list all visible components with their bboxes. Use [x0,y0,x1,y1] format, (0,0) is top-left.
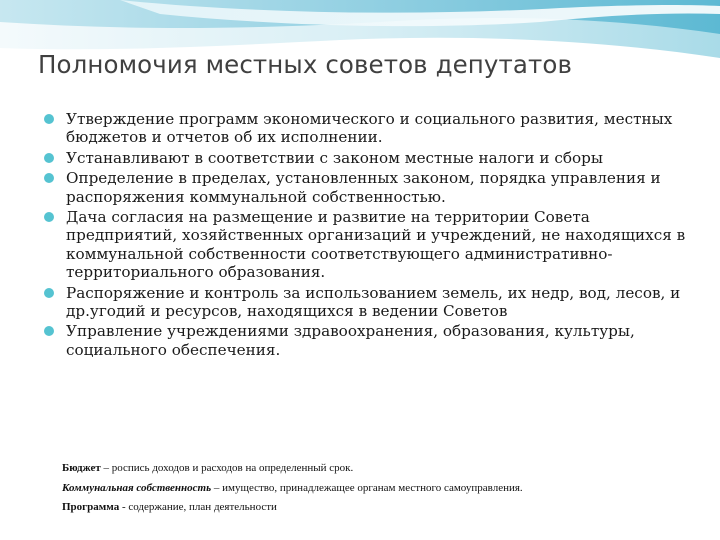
footnote-budget [62,459,702,479]
bullet-text: Распоряжение и контроль за использованием земель, их недр, вод, лесов, и др.угодий и ресурсов, находящихся в ведении Советов [66,283,681,321]
bullet-dot-icon [44,114,54,124]
bullet-text: Определение в пределах, установленных законом, порядка управления и распоряжения коммунальной собственностью. [66,169,661,206]
bullet-dot-icon [44,326,54,336]
footnote-definition: - содержание, план деятельности [119,501,277,513]
footnote-definition: – роспись доходов и расходов на определенный срок. [100,462,354,474]
bullet-item [44,208,694,282]
bullet-dot-icon [44,288,54,298]
bullet-text: Управление учреждениями здравоохранения, образования, культуры, социального обеспечения. [66,322,635,359]
bullet-text: Утверждение программ экономического и социального развития, местных бюджетов и отчетов об их исполнении. [66,110,673,147]
bullet-item [44,110,694,147]
slide-title: Полномочия местных советов депутатов [38,50,572,79]
bullet-dot-icon [44,153,54,163]
footnote-term: Коммунальная собственность [62,481,212,494]
bullet-dot-icon [44,212,54,222]
footnote-communal-property [62,479,702,499]
footnote-term: Бюджет [62,462,101,474]
footnote-term: Программа [62,501,120,513]
bullet-item [44,169,694,206]
bullet-dot-icon [44,173,54,183]
bullet-text: Дача согласия на размещение и развитие на территории Совета предприятий, хозяйственных организаций и учреждений, не находящихся в коммунальной собственности соответствующего административно-территориального образования. [66,208,686,282]
bullet-list [44,110,694,361]
footnote-definition: – имущество, принадлежащее органам местного самоуправления. [211,481,523,494]
bullet-item [44,284,694,321]
bullet-item [44,149,694,167]
bullet-text: Устанавливают в соответствии с законом местные налоги и сборы [66,148,603,167]
bullet-item [44,322,694,359]
footnote-program [62,498,702,518]
footnote-definitions [62,459,702,518]
